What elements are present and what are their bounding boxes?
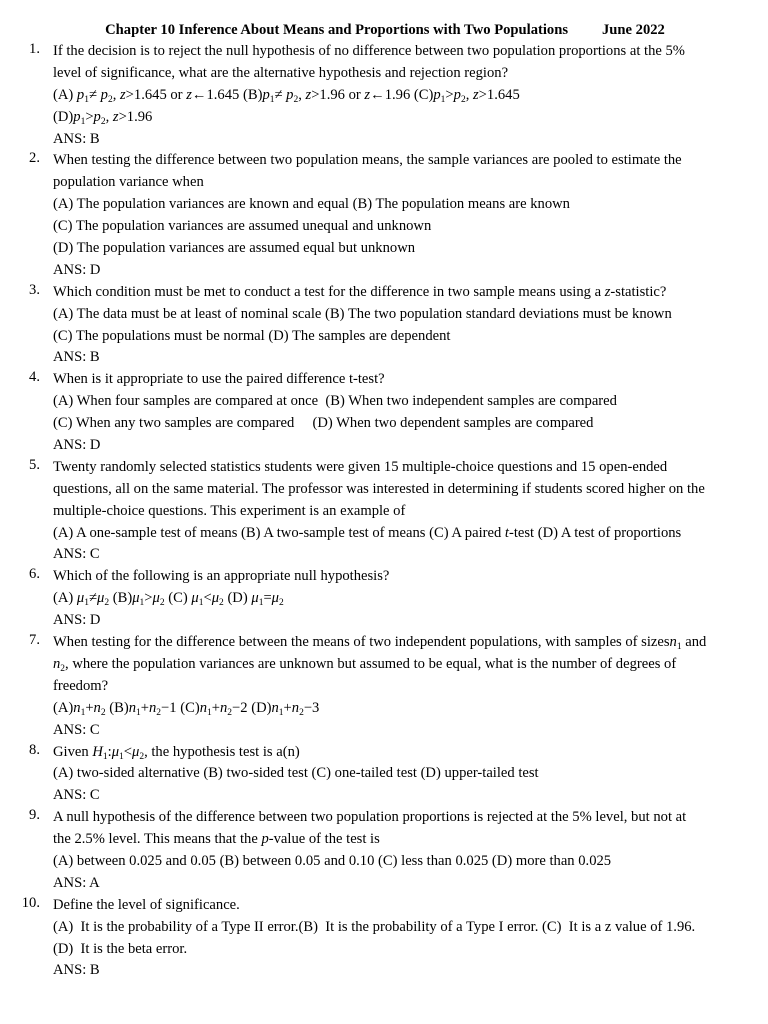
option-line: (A) A one-sample test of means (B) A two-sample test of means (C) A paired t-test (D) A test of proportions bbox=[53, 524, 682, 541]
question-stem: questions, all on the same material. The professor was interested in determining if students scored higher on the bbox=[53, 480, 705, 497]
option-line: (D) It is the beta error. bbox=[53, 940, 188, 957]
option-line: (C) The populations must be normal (D) The samples are dependent bbox=[53, 327, 451, 344]
answer: ANS: C bbox=[53, 546, 100, 563]
question-4 bbox=[20, 369, 750, 457]
question-stem: If the decision is to reject the null hypothesis of no difference between two population proportions at the 5% bbox=[53, 43, 685, 59]
question-2 bbox=[20, 150, 750, 281]
question-5 bbox=[20, 457, 750, 566]
question-1 bbox=[20, 41, 750, 150]
question-number: 3. bbox=[29, 281, 40, 298]
question-number: 5. bbox=[29, 456, 40, 473]
option-line: (A) When four samples are compared at once (B) When two independent samples are compared bbox=[53, 393, 617, 410]
option-line: (A) It is the probability of a Type II error.(B) It is the probability of a Type I error. (C) It is a z value of 1.96. bbox=[53, 918, 696, 935]
answer: ANS: C bbox=[53, 787, 100, 804]
option-line: $(A)n_1+n_2$ $(B)n_1+n_2-1$ $(C)n_1+n_2-2$ $(D)n_1+n_2-3$ bbox=[53, 699, 320, 718]
option-line: (A) The population variances are known and equal (B) The population means are known bbox=[53, 196, 570, 213]
option-line: $(D)p_1>p_2$, z>1.96 bbox=[53, 108, 153, 127]
option-line: (A) between 0.025 and 0.05 (B) between 0.05 and 0.10 (C) less than 0.025 (D) more than 0.025 bbox=[53, 852, 612, 869]
question-3 bbox=[20, 282, 750, 370]
question-number: 7. bbox=[29, 632, 40, 649]
answer: ANS: B bbox=[53, 349, 100, 366]
question-number: 1. bbox=[29, 41, 40, 57]
question-stem: multiple-choice questions. This experiment is an example of bbox=[53, 502, 406, 519]
question-number: 4. bbox=[29, 369, 40, 386]
answer: ANS: B bbox=[53, 130, 100, 147]
question-stem: A null hypothesis of the difference between two population proportions is rejected at the 5% level, but not at bbox=[53, 809, 687, 826]
question-7 bbox=[20, 632, 750, 741]
question-stem: level of significance, what are the alternative hypothesis and rejection region? bbox=[53, 64, 509, 81]
option-line: (C) When any two samples are compared (D) When two dependent samples are compared bbox=[53, 415, 594, 432]
header-date: June 2022 bbox=[602, 22, 665, 38]
chapter-title: Chapter 10 Inference About Means and Proportions with Two Populations bbox=[105, 22, 568, 38]
option-line: (A) $p_1\ne p_2$, z>1.645 or z←1.645 $(B)p_1\ne p_2$, z>1.96 or z←1.96 $(C)p_1>p_2$, z>1.645 bbox=[53, 86, 520, 105]
question-8 bbox=[20, 742, 750, 808]
question-stem: Define the level of significance. bbox=[53, 896, 240, 913]
question-6 bbox=[20, 566, 750, 632]
question-10 bbox=[20, 895, 750, 983]
question-stem: Which of the following is an appropriate null hypothesis? bbox=[53, 568, 390, 585]
option-line: (D) The population variances are assumed equal but unknown bbox=[53, 240, 416, 257]
question-number: 6. bbox=[29, 566, 40, 583]
document-page bbox=[20, 20, 750, 982]
page-header bbox=[20, 20, 750, 41]
question-stem: the 2.5% level. This means that the p-value of the test is bbox=[53, 831, 380, 848]
question-stem: $n_2$, where the population variances are unknown but assumed to be equal, what is the number of degrees of bbox=[53, 655, 677, 674]
question-number: 9. bbox=[29, 807, 40, 824]
answer: ANS: D bbox=[53, 612, 101, 629]
question-stem: Twenty randomly selected statistics students were given 15 multiple-choice questions and 15 open-ended bbox=[53, 458, 668, 475]
option-line: (A) $\mu_1\ne\mu_2$ $(B)\mu_1>\mu_2$ (C) $\mu_1<\mu_2$ (D) $\mu_1=\mu_2$ bbox=[53, 590, 284, 609]
question-number: 2. bbox=[29, 150, 40, 167]
question-stem: When testing the difference between two population means, the sample variances are pooled to estimate the bbox=[53, 152, 682, 169]
question-stem: Given $H_1:\mu_1<\mu_2$, the hypothesis test is a(n) bbox=[53, 743, 300, 762]
answer: ANS: D bbox=[53, 261, 101, 278]
question-number: 10. bbox=[21, 894, 40, 911]
question-stem: When testing for the difference between the means of two independent populations, with samples of sizesn$_1$ and bbox=[53, 634, 707, 653]
question-number: 8. bbox=[29, 741, 40, 758]
option-line: (A) The data must be at least of nominal scale (B) The two population standard deviations must be known bbox=[53, 305, 672, 322]
question-9 bbox=[20, 807, 750, 895]
answer: ANS: D bbox=[53, 437, 101, 454]
option-line: (A) two-sided alternative (B) two-sided test (C) one-tailed test (D) upper-tailed test bbox=[53, 765, 539, 782]
option-line: (C) The population variances are assumed unequal and unknown bbox=[53, 218, 432, 235]
answer: ANS: B bbox=[53, 962, 100, 979]
question-stem: freedom? bbox=[53, 677, 109, 694]
question-stem: Which condition must be met to conduct a test for the difference in two sample means using a z-statistic? bbox=[53, 283, 667, 300]
question-stem: population variance when bbox=[53, 174, 204, 191]
answer: ANS: A bbox=[53, 874, 100, 891]
question-stem: When is it appropriate to use the paired difference t-test? bbox=[53, 371, 385, 388]
answer: ANS: C bbox=[53, 721, 100, 738]
